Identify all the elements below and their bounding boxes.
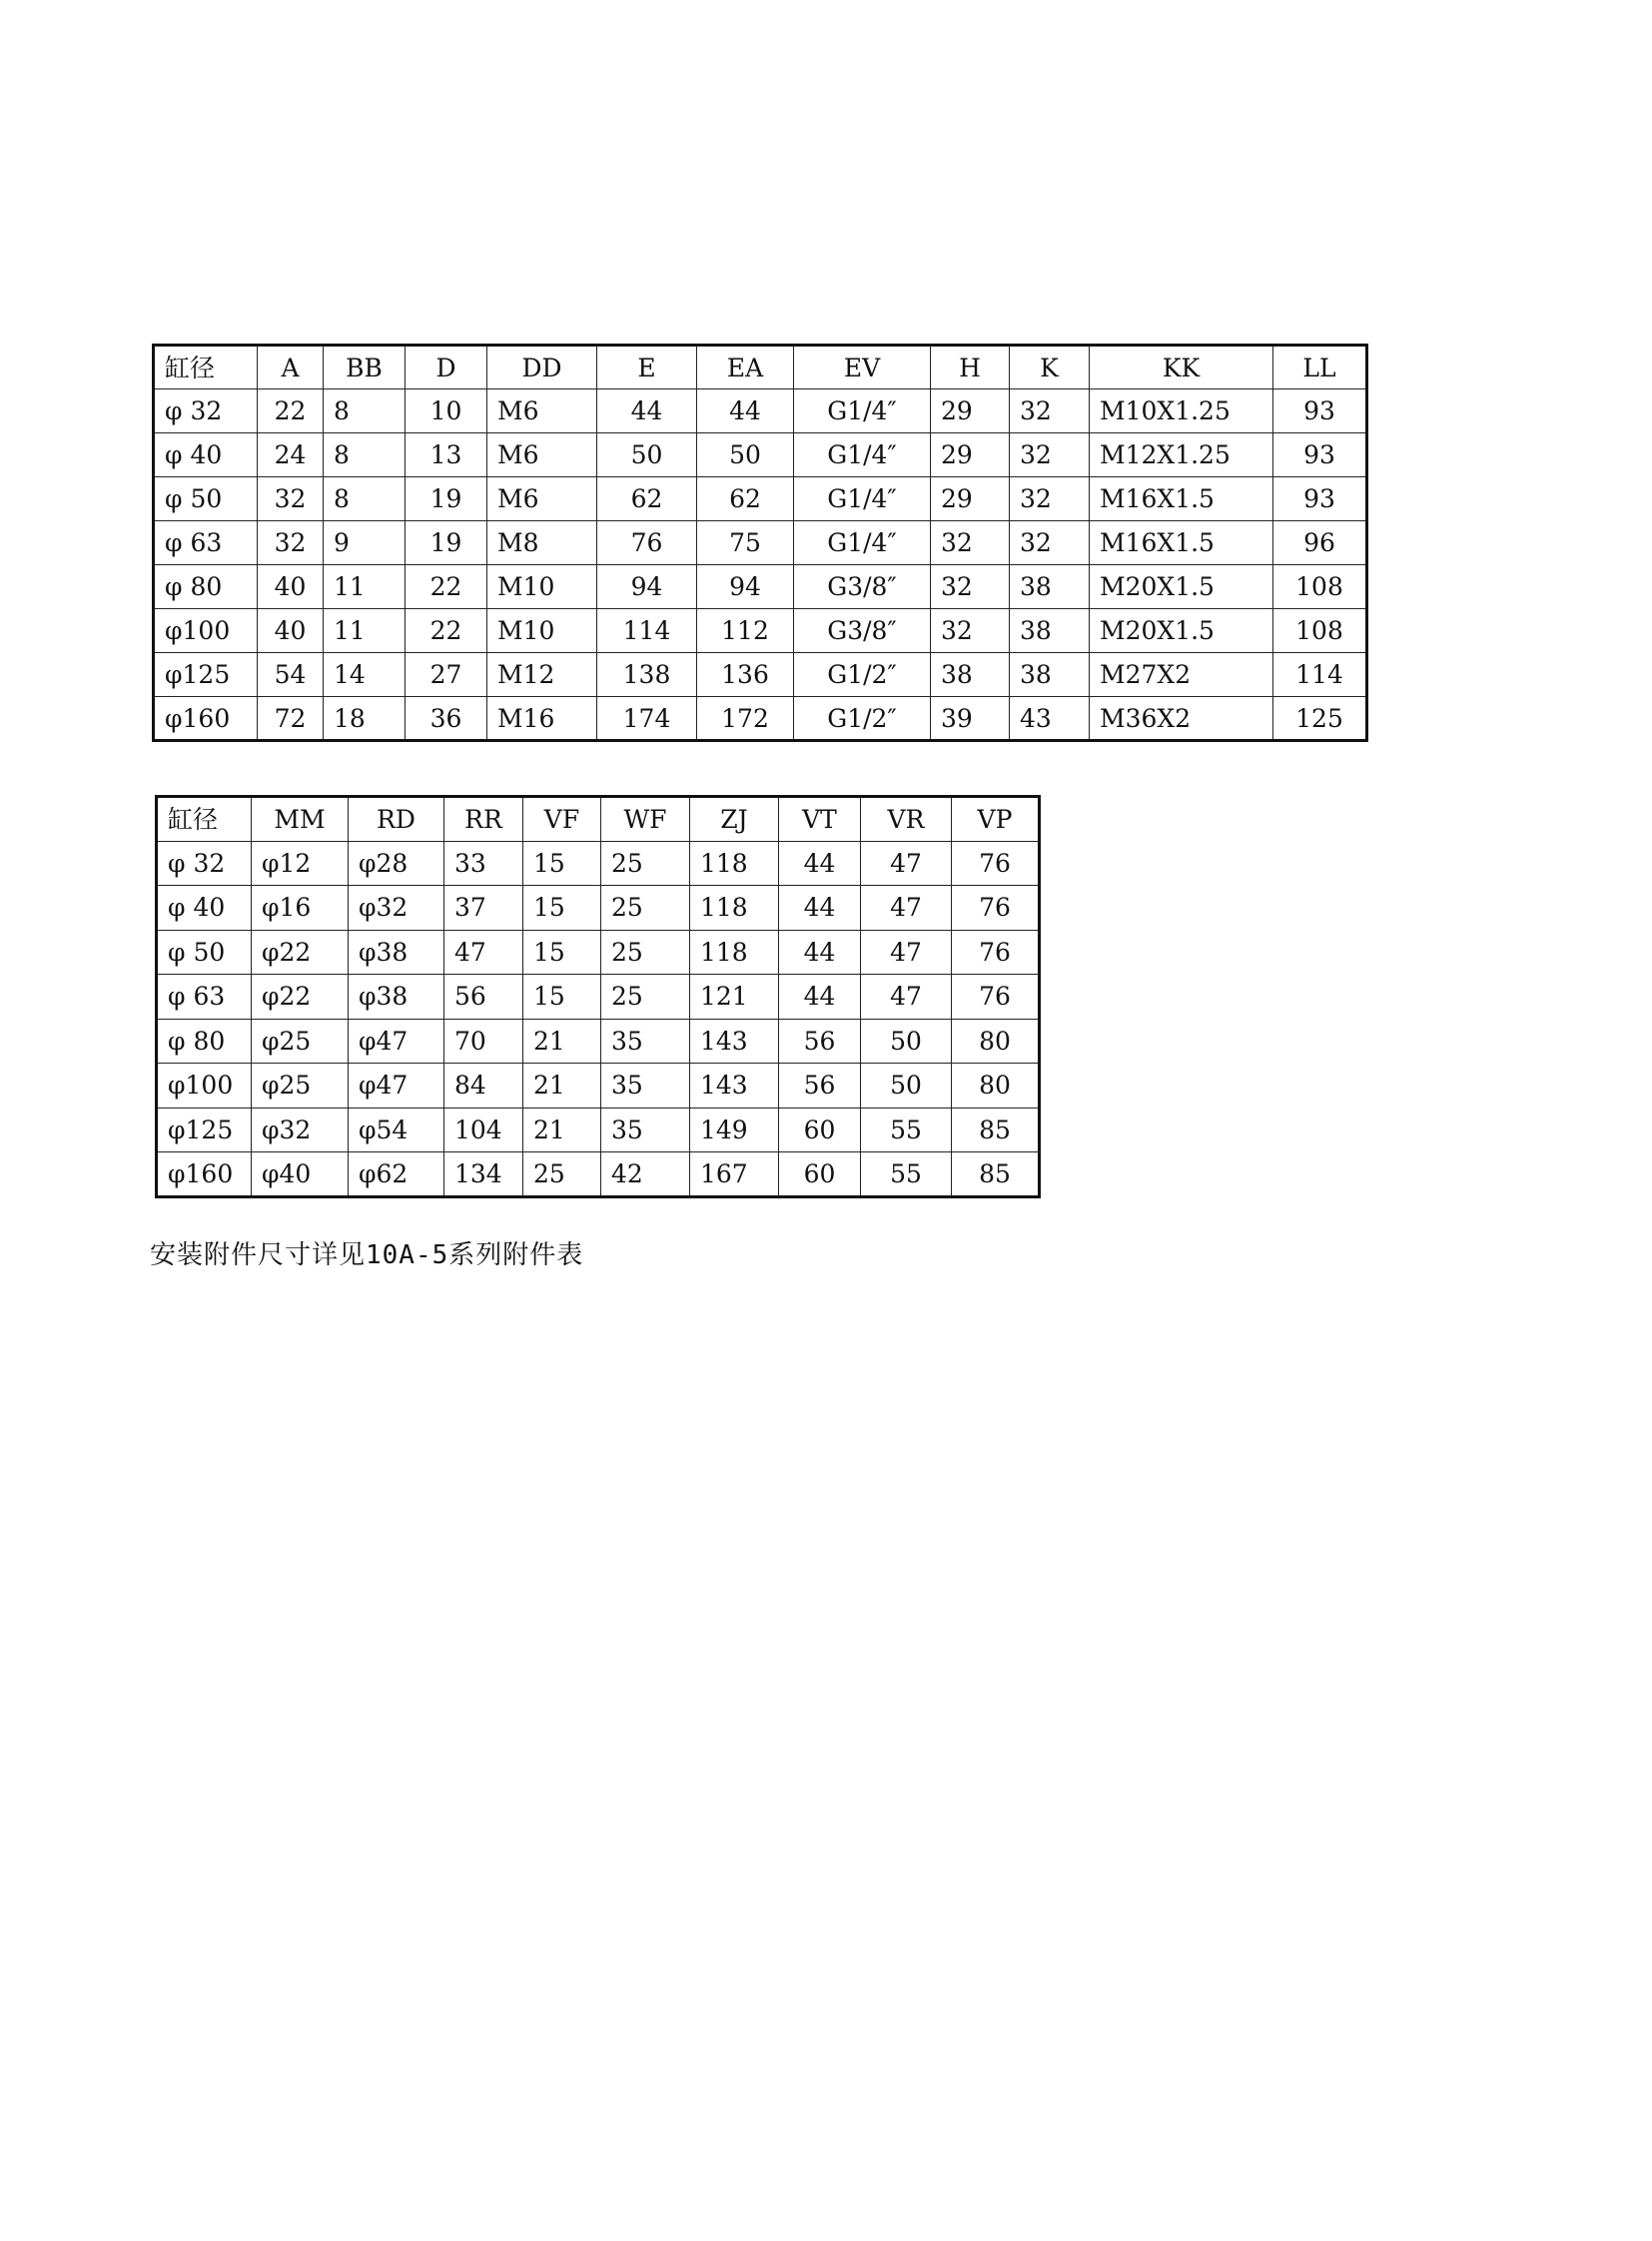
table-cell: 104 bbox=[444, 1108, 523, 1152]
column-header: BB bbox=[324, 346, 406, 389]
table-cell: 32 bbox=[931, 521, 1010, 565]
table-cell: 172 bbox=[697, 697, 794, 741]
table-cell: 56 bbox=[779, 1019, 861, 1064]
table-cell: G1/4″ bbox=[794, 433, 931, 477]
table-cell: 8 bbox=[324, 433, 406, 477]
table-row bbox=[157, 1064, 1040, 1109]
column-header: 缸径 bbox=[157, 797, 252, 842]
table-cell: M36X2 bbox=[1090, 697, 1273, 741]
table-cell: G3/8″ bbox=[794, 609, 931, 653]
table-cell: 47 bbox=[861, 886, 952, 931]
table-cell: φ 80 bbox=[154, 565, 258, 609]
table-cell: φ28 bbox=[349, 841, 444, 886]
table-row bbox=[154, 697, 1367, 741]
table-row bbox=[154, 565, 1367, 609]
table-cell: 39 bbox=[931, 697, 1010, 741]
table-cell: 25 bbox=[601, 886, 690, 931]
table-cell: 112 bbox=[697, 609, 794, 653]
table-cell: 125 bbox=[1273, 697, 1367, 741]
table-cell: G3/8″ bbox=[794, 565, 931, 609]
table-cell: M8 bbox=[487, 521, 597, 565]
table-cell: 22 bbox=[406, 565, 487, 609]
table-cell: φ16 bbox=[252, 886, 349, 931]
column-header: VF bbox=[523, 797, 601, 842]
column-header: K bbox=[1010, 346, 1090, 389]
table-cell: 85 bbox=[952, 1108, 1040, 1152]
table-cell: 21 bbox=[523, 1019, 601, 1064]
table-cell: 40 bbox=[258, 565, 324, 609]
table-cell: 50 bbox=[861, 1064, 952, 1109]
table-cell: 36 bbox=[406, 697, 487, 741]
table-cell: φ 32 bbox=[154, 389, 258, 433]
table-cell: 27 bbox=[406, 653, 487, 697]
table-cell: 44 bbox=[697, 389, 794, 433]
table-cell: 8 bbox=[324, 389, 406, 433]
table-cell: 47 bbox=[861, 975, 952, 1020]
table-row bbox=[157, 975, 1040, 1020]
column-header: MM bbox=[252, 797, 349, 842]
table-cell: M10X1.25 bbox=[1090, 389, 1273, 433]
column-header: 缸径 bbox=[154, 346, 258, 389]
table-row bbox=[154, 389, 1367, 433]
table-cell: 32 bbox=[1010, 389, 1090, 433]
table-cell: 94 bbox=[597, 565, 697, 609]
table-cell: φ40 bbox=[252, 1152, 349, 1197]
table-cell: 44 bbox=[779, 975, 861, 1020]
table-cell: 38 bbox=[1010, 609, 1090, 653]
table-cell: φ160 bbox=[157, 1152, 252, 1197]
table-cell: 143 bbox=[690, 1019, 779, 1064]
table-cell: M16 bbox=[487, 697, 597, 741]
table-cell: 93 bbox=[1273, 389, 1367, 433]
table-cell: 85 bbox=[952, 1152, 1040, 1197]
table-cell: 47 bbox=[444, 930, 523, 975]
table-cell: 50 bbox=[861, 1019, 952, 1064]
table-cell: 38 bbox=[1010, 653, 1090, 697]
table-cell: M12X1.25 bbox=[1090, 433, 1273, 477]
table-cell: 60 bbox=[779, 1152, 861, 1197]
table-cell: M16X1.5 bbox=[1090, 477, 1273, 521]
table-cell: 33 bbox=[444, 841, 523, 886]
table-cell: φ 32 bbox=[157, 841, 252, 886]
table-cell: φ 50 bbox=[154, 477, 258, 521]
table-cell: G1/2″ bbox=[794, 653, 931, 697]
table-row bbox=[154, 609, 1367, 653]
table-cell: 167 bbox=[690, 1152, 779, 1197]
table-cell: 56 bbox=[779, 1064, 861, 1109]
table-cell: 80 bbox=[952, 1064, 1040, 1109]
table-cell: 15 bbox=[523, 930, 601, 975]
table-cell: 19 bbox=[406, 477, 487, 521]
table-cell: M10 bbox=[487, 609, 597, 653]
column-header: RD bbox=[349, 797, 444, 842]
table-cell: 11 bbox=[324, 565, 406, 609]
table-cell: φ 63 bbox=[154, 521, 258, 565]
table-cell: 19 bbox=[406, 521, 487, 565]
table-cell: 32 bbox=[258, 521, 324, 565]
table-cell: G1/2″ bbox=[794, 697, 931, 741]
table-cell: φ62 bbox=[349, 1152, 444, 1197]
table-cell: M6 bbox=[487, 477, 597, 521]
column-header: A bbox=[258, 346, 324, 389]
table-cell: 118 bbox=[690, 841, 779, 886]
column-header: LL bbox=[1273, 346, 1367, 389]
table-cell: 62 bbox=[697, 477, 794, 521]
table-cell: 50 bbox=[597, 433, 697, 477]
table-cell: 72 bbox=[258, 697, 324, 741]
table-cell: 40 bbox=[258, 609, 324, 653]
table-row bbox=[157, 1019, 1040, 1064]
table-cell: 32 bbox=[931, 609, 1010, 653]
table-row bbox=[154, 433, 1367, 477]
column-header: ZJ bbox=[690, 797, 779, 842]
table-cell: 114 bbox=[1273, 653, 1367, 697]
table-cell: 21 bbox=[523, 1064, 601, 1109]
table-cell: 70 bbox=[444, 1019, 523, 1064]
table-cell: φ100 bbox=[157, 1064, 252, 1109]
table-cell: 32 bbox=[1010, 477, 1090, 521]
table-cell: M10 bbox=[487, 565, 597, 609]
table-row bbox=[154, 653, 1367, 697]
table-cell: 138 bbox=[597, 653, 697, 697]
table-cell: φ100 bbox=[154, 609, 258, 653]
table-cell: 15 bbox=[523, 886, 601, 931]
table-cell: 44 bbox=[779, 841, 861, 886]
table-cell: φ25 bbox=[252, 1064, 349, 1109]
table-cell: G1/4″ bbox=[794, 477, 931, 521]
table-cell: 25 bbox=[523, 1152, 601, 1197]
table-cell: 60 bbox=[779, 1108, 861, 1152]
table-cell: φ125 bbox=[157, 1108, 252, 1152]
table-cell: 29 bbox=[931, 389, 1010, 433]
column-header: EV bbox=[794, 346, 931, 389]
table-cell: 44 bbox=[597, 389, 697, 433]
table-cell: φ22 bbox=[252, 975, 349, 1020]
table-cell: 42 bbox=[601, 1152, 690, 1197]
column-header: RR bbox=[444, 797, 523, 842]
table-cell: 44 bbox=[779, 930, 861, 975]
table-header-row bbox=[157, 797, 1040, 842]
table-cell: 76 bbox=[952, 841, 1040, 886]
table-row bbox=[157, 886, 1040, 931]
table-cell: 32 bbox=[1010, 433, 1090, 477]
table-cell: G1/4″ bbox=[794, 389, 931, 433]
table-cell: 15 bbox=[523, 975, 601, 1020]
table-cell: φ32 bbox=[349, 886, 444, 931]
table-cell: 24 bbox=[258, 433, 324, 477]
table-cell: φ125 bbox=[154, 653, 258, 697]
table-cell: 118 bbox=[690, 886, 779, 931]
table-row bbox=[154, 477, 1367, 521]
note-text: 安装附件尺寸详见10A-5系列附件表 bbox=[150, 1240, 584, 1270]
column-header: E bbox=[597, 346, 697, 389]
table-cell: 32 bbox=[931, 565, 1010, 609]
table-cell: 55 bbox=[861, 1108, 952, 1152]
table-cell: 121 bbox=[690, 975, 779, 1020]
table-cell: 84 bbox=[444, 1064, 523, 1109]
table-cell: 44 bbox=[779, 886, 861, 931]
table-cell: 38 bbox=[1010, 565, 1090, 609]
table-cell: φ 80 bbox=[157, 1019, 252, 1064]
table-cell: φ160 bbox=[154, 697, 258, 741]
table-cell: 32 bbox=[1010, 521, 1090, 565]
dimension-table-1 bbox=[152, 344, 1368, 742]
table-cell: 174 bbox=[597, 697, 697, 741]
table-cell: 96 bbox=[1273, 521, 1367, 565]
table-cell: 114 bbox=[597, 609, 697, 653]
table-cell: 76 bbox=[952, 886, 1040, 931]
table-cell: φ22 bbox=[252, 930, 349, 975]
column-header: H bbox=[931, 346, 1010, 389]
table-cell: 93 bbox=[1273, 433, 1367, 477]
table-cell: 18 bbox=[324, 697, 406, 741]
table-cell: φ32 bbox=[252, 1108, 349, 1152]
column-header: VR bbox=[861, 797, 952, 842]
column-header: EA bbox=[697, 346, 794, 389]
table-cell: 43 bbox=[1010, 697, 1090, 741]
table-cell: 35 bbox=[601, 1108, 690, 1152]
table-cell: φ12 bbox=[252, 841, 349, 886]
table-cell: 143 bbox=[690, 1064, 779, 1109]
dimension-table-2 bbox=[155, 795, 1041, 1198]
column-header: VP bbox=[952, 797, 1040, 842]
table-cell: M27X2 bbox=[1090, 653, 1273, 697]
table-cell: φ 40 bbox=[154, 433, 258, 477]
table-cell: 11 bbox=[324, 609, 406, 653]
table-cell: 29 bbox=[931, 477, 1010, 521]
table-cell: 25 bbox=[601, 841, 690, 886]
table-cell: 56 bbox=[444, 975, 523, 1020]
table-cell: 10 bbox=[406, 389, 487, 433]
table-cell: 55 bbox=[861, 1152, 952, 1197]
table-cell: 76 bbox=[597, 521, 697, 565]
table-cell: φ54 bbox=[349, 1108, 444, 1152]
table-cell: 93 bbox=[1273, 477, 1367, 521]
column-header: DD bbox=[487, 346, 597, 389]
table-header-row bbox=[154, 346, 1367, 389]
table-cell: 47 bbox=[861, 930, 952, 975]
table-cell: 25 bbox=[601, 975, 690, 1020]
table-cell: 25 bbox=[601, 930, 690, 975]
table-cell: 22 bbox=[258, 389, 324, 433]
table-row bbox=[157, 930, 1040, 975]
table-cell: 15 bbox=[523, 841, 601, 886]
table-cell: 13 bbox=[406, 433, 487, 477]
table-cell: M6 bbox=[487, 389, 597, 433]
table-row bbox=[154, 521, 1367, 565]
table-cell: M12 bbox=[487, 653, 597, 697]
table-cell: 118 bbox=[690, 930, 779, 975]
table-cell: 38 bbox=[931, 653, 1010, 697]
table-cell: 37 bbox=[444, 886, 523, 931]
table-cell: 35 bbox=[601, 1019, 690, 1064]
table-cell: 8 bbox=[324, 477, 406, 521]
table-cell: 134 bbox=[444, 1152, 523, 1197]
table-cell: φ 63 bbox=[157, 975, 252, 1020]
table-cell: 22 bbox=[406, 609, 487, 653]
table-cell: 108 bbox=[1273, 609, 1367, 653]
table-cell: 80 bbox=[952, 1019, 1040, 1064]
table-cell: 9 bbox=[324, 521, 406, 565]
table-cell: 35 bbox=[601, 1064, 690, 1109]
column-header: KK bbox=[1090, 346, 1273, 389]
table-cell: 108 bbox=[1273, 565, 1367, 609]
column-header: D bbox=[406, 346, 487, 389]
table-cell: 47 bbox=[861, 841, 952, 886]
table-row bbox=[157, 1108, 1040, 1152]
table-cell: φ38 bbox=[349, 975, 444, 1020]
table-cell: M6 bbox=[487, 433, 597, 477]
column-header: VT bbox=[779, 797, 861, 842]
table-cell: 75 bbox=[697, 521, 794, 565]
table-cell: 76 bbox=[952, 930, 1040, 975]
table-cell: 32 bbox=[258, 477, 324, 521]
table-cell: φ 50 bbox=[157, 930, 252, 975]
table-cell: 149 bbox=[690, 1108, 779, 1152]
table-cell: 14 bbox=[324, 653, 406, 697]
table-row bbox=[157, 841, 1040, 886]
table-cell: 21 bbox=[523, 1108, 601, 1152]
table-cell: 136 bbox=[697, 653, 794, 697]
table-cell: 76 bbox=[952, 975, 1040, 1020]
column-header: WF bbox=[601, 797, 690, 842]
table-cell: φ38 bbox=[349, 930, 444, 975]
table-cell: 54 bbox=[258, 653, 324, 697]
table-cell: 50 bbox=[697, 433, 794, 477]
table-cell: 94 bbox=[697, 565, 794, 609]
table-cell: G1/4″ bbox=[794, 521, 931, 565]
table-cell: M20X1.5 bbox=[1090, 609, 1273, 653]
table-cell: φ 40 bbox=[157, 886, 252, 931]
table-cell: φ47 bbox=[349, 1019, 444, 1064]
table-cell: M20X1.5 bbox=[1090, 565, 1273, 609]
table-cell: 29 bbox=[931, 433, 1010, 477]
table-cell: φ25 bbox=[252, 1019, 349, 1064]
table-cell: M16X1.5 bbox=[1090, 521, 1273, 565]
table-cell: φ47 bbox=[349, 1064, 444, 1109]
table-row bbox=[157, 1152, 1040, 1197]
table-cell: 62 bbox=[597, 477, 697, 521]
